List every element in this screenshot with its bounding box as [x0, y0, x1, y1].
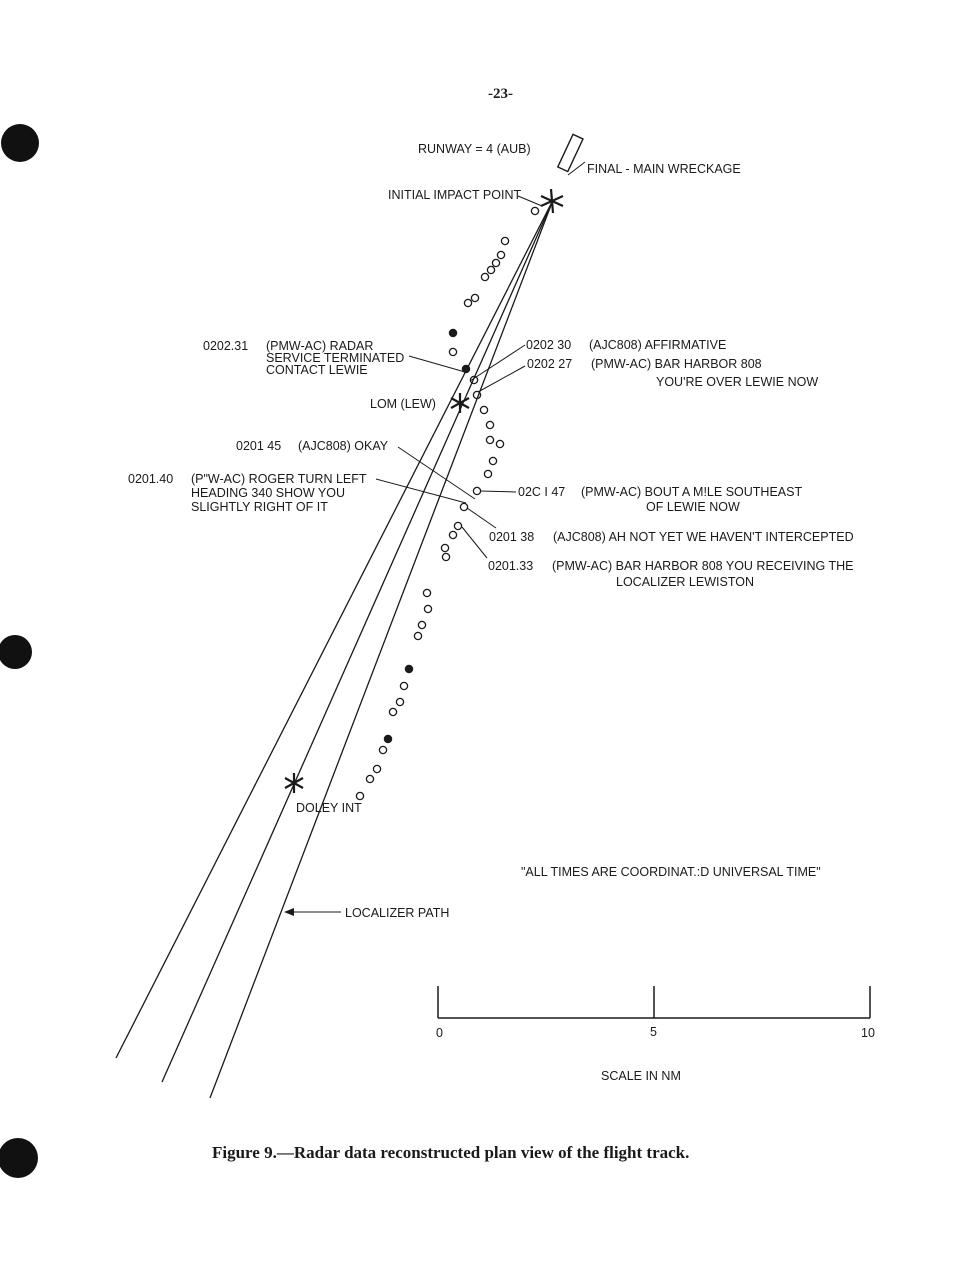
transmission-text: SERVICE TERMINATED — [266, 351, 405, 365]
punch-hole — [1, 124, 39, 162]
localizer-path-label: LOCALIZER PATH — [345, 906, 450, 920]
radar-return — [424, 605, 431, 612]
radar-return — [423, 589, 430, 596]
transmission-text: (AJC808) OKAY — [298, 439, 389, 453]
radar-return — [449, 348, 456, 355]
radar-return — [464, 299, 471, 306]
transmission-text: OF LEWIE NOW — [646, 500, 740, 514]
radar-return — [396, 698, 403, 705]
transmission-text: (PMW-AC) BOUT A M!LE SOUTHEAST — [581, 485, 803, 499]
leader-line — [398, 447, 475, 499]
radar-return — [384, 735, 391, 742]
transmission-text: (AJC808) AFFIRMATIVE — [589, 338, 727, 352]
radar-return — [480, 406, 487, 413]
transmission-time: 0201.40 — [128, 472, 174, 486]
radar-return — [484, 470, 491, 477]
transmission-time: 0202 27 — [527, 357, 573, 371]
leader-line — [568, 162, 585, 175]
transmission-text: YOU'RE OVER LEWIE NOW — [656, 375, 819, 389]
arrowhead — [284, 908, 294, 916]
doley-star — [285, 773, 303, 793]
runway-label: RUNWAY = 4 (AUB) — [418, 142, 531, 156]
transmission-time: 0201.33 — [488, 559, 534, 573]
leader-line — [480, 491, 516, 492]
initial-impact-label: INITIAL IMPACT POINT — [388, 188, 522, 202]
transmission-text: (PMW-AC) RADAR — [266, 339, 374, 353]
radar-return — [454, 522, 461, 529]
radar-return — [441, 544, 448, 551]
transmission-text: (PMW-AC) BAR HARBOR 808 YOU RECEIVING THE — [552, 559, 854, 573]
leader-line — [470, 345, 525, 381]
radar-return — [379, 746, 386, 753]
radar-return — [449, 531, 456, 538]
radar-return — [497, 251, 504, 258]
radar-return — [400, 682, 407, 689]
radar-return — [405, 665, 412, 672]
leader-line — [409, 356, 465, 372]
radar-return — [481, 273, 488, 280]
radar-returns — [356, 207, 538, 799]
scale-title: SCALE IN NM — [601, 1069, 681, 1083]
radar-return — [501, 237, 508, 244]
transmission-time: 0202.31 — [203, 339, 249, 353]
radar-return — [489, 457, 496, 464]
transmission-text: (AJC808) AH NOT YET WE HAVEN'T INTERCEPTED — [553, 530, 854, 544]
leader-line — [518, 196, 542, 206]
times-note: "ALL TIMES ARE COORDINAT.:D UNIVERSAL TIME" — [521, 865, 821, 879]
scale-tick-label: 5 — [650, 1025, 657, 1039]
transmission-text: (PMW-AC) BAR HARBOR 808 — [591, 357, 762, 371]
final-wreckage-label: FINAL - MAIN WRECKAGE — [587, 162, 741, 176]
localizer-centerline — [162, 200, 553, 1082]
transmission-text: LOCALIZER LEWISTON — [616, 575, 754, 589]
radar-return — [487, 266, 494, 273]
transmission-text: (P"W-AC) ROGER TURN LEFT — [191, 472, 367, 486]
radar-return — [496, 440, 503, 447]
localizer-edge-right — [210, 200, 553, 1098]
radar-return — [366, 775, 373, 782]
scale-tick-label: 0 — [436, 1026, 443, 1040]
radar-return — [418, 621, 425, 628]
doley-label: DOLEY INT — [296, 801, 362, 815]
radar-return — [389, 708, 396, 715]
radar-return — [486, 421, 493, 428]
leader-line — [467, 508, 496, 528]
leader-line — [376, 479, 466, 503]
radar-return — [492, 259, 499, 266]
punch-hole — [0, 1138, 38, 1178]
radar-return — [473, 487, 480, 494]
localizer-edge-left — [116, 200, 553, 1058]
transmission-text: SLIGHTLY RIGHT OF IT — [191, 500, 328, 514]
transmission-time: 0201 45 — [236, 439, 282, 453]
page-number: -23- — [488, 86, 513, 102]
radar-return — [531, 207, 538, 214]
scale-bar — [438, 986, 870, 1018]
radar-return — [449, 329, 456, 336]
radar-return — [356, 792, 363, 799]
lom-label: LOM (LEW) — [370, 397, 436, 411]
radar-return — [442, 553, 449, 560]
radar-return — [414, 632, 421, 639]
radar-return — [373, 765, 380, 772]
radar-return — [486, 436, 493, 443]
transmission-time: 02C I 47 — [518, 485, 566, 499]
transmission-time: 0201 38 — [489, 530, 535, 544]
transmission-text: CONTACT LEWIE — [266, 363, 368, 377]
impact-star — [541, 189, 563, 213]
punch-hole — [0, 635, 32, 669]
transmission-time: 0202 30 — [526, 338, 572, 352]
transmission-text: HEADING 340 SHOW YOU — [191, 486, 345, 500]
figure-caption: Figure 9.—Radar data reconstructed plan view of the flight track. — [212, 1143, 690, 1162]
leader-line — [462, 527, 487, 558]
radar-return — [460, 503, 467, 510]
scale-tick-label: 10 — [861, 1026, 875, 1040]
radar-return — [471, 294, 478, 301]
